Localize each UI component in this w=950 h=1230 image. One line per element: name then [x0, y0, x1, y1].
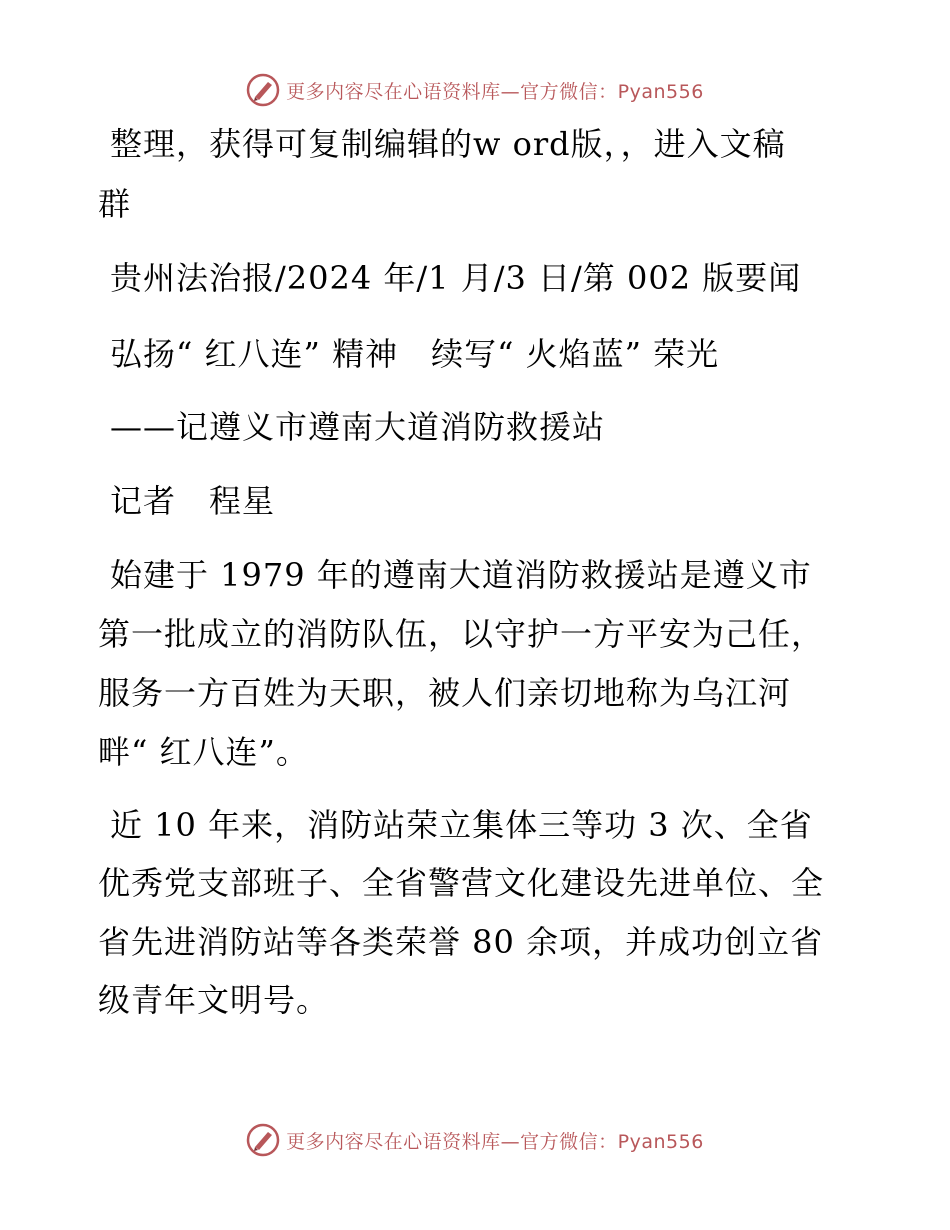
paragraph2-line-4: 级青年文明号。 [98, 981, 330, 1019]
paragraph1-line-1: 始建于 1979 年的遵南大道消防救援站是遵义市 [110, 556, 812, 594]
paragraph1-line-3: 服务一方百姓为天职，被人们亲切地称为乌江河 [98, 674, 792, 712]
intro-line-1: 整理，获得可复制编辑的w ord版，，进入文稿 [110, 125, 786, 163]
paragraph2-line-2: 优秀党支部班子、全省警营文化建设先进单位、全 [98, 864, 825, 902]
source-line: 贵州法治报/2024 年/1 月/3 日/第 002 版要闻 [110, 259, 802, 297]
watermark-text: 更多内容尽在心语资料库—官方微信：Pyan556 [286, 1130, 704, 1153]
footer-watermark [0, 1120, 950, 1160]
paragraph2-line-1: 近 10 年来，消防站荣立集体三等功 3 次、全省 [110, 806, 813, 844]
watermark-text: 更多内容尽在心语资料库—官方微信：Pyan556 [286, 80, 704, 103]
paragraph1-line-2: 第一批成立的消防队伍，以守护一方平安为己任， [98, 615, 825, 653]
pen-logo-icon [246, 73, 280, 107]
byline: 记者 程星 [110, 482, 276, 520]
paragraph1-line-4: 畔“ 红八连”。 [98, 733, 309, 771]
header-watermark [0, 70, 950, 110]
article-title: 弘扬“ 红八连” 精神 续写“ 火焰蓝” 荣光 [110, 335, 720, 373]
paragraph2-line-3: 省先进消防站等各类荣誉 80 余项，并成功创立省 [98, 923, 824, 961]
intro-line-2: 群 [98, 185, 132, 223]
pen-logo-icon [246, 1123, 280, 1157]
article-subtitle: ——记遵义市遵南大道消防救援站 [110, 408, 606, 446]
